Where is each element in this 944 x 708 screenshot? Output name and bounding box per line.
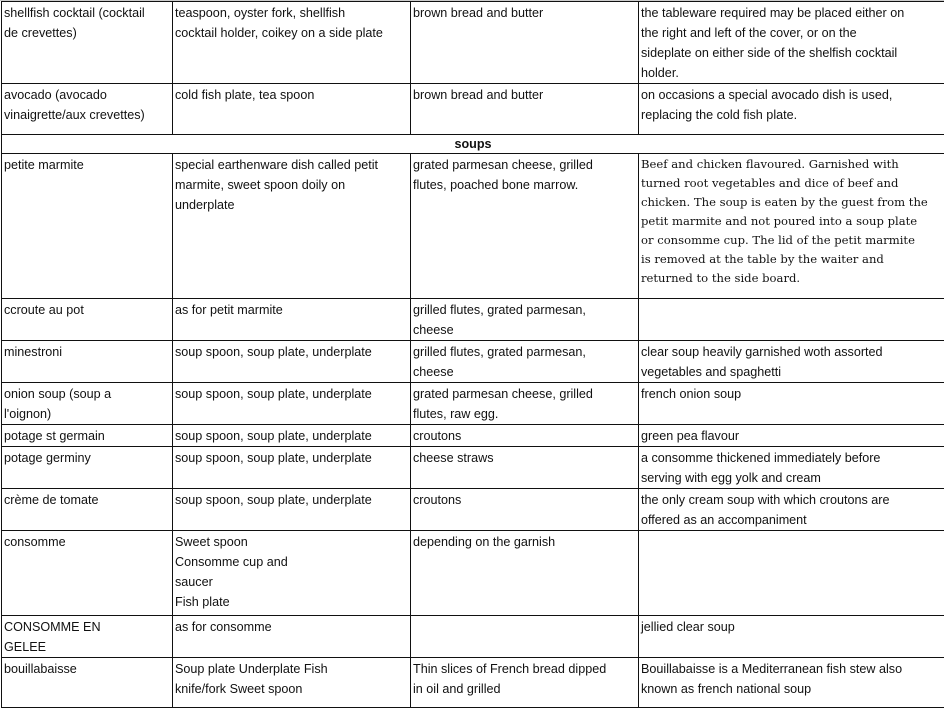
cell-cover-tableware: Soup plate Underplate Fish knife/fork Sweet spoon (173, 658, 411, 708)
cell-cover-tableware: soup spoon, soup plate, underplate (173, 447, 411, 489)
cell-cover-tableware: as for consomme (173, 616, 411, 658)
cell-dish-name: avocado (avocado vinaigrette/aux crevettes) (2, 84, 173, 135)
cell-notes: a consomme thickened immediately before serving with egg yolk and cream (639, 447, 944, 489)
cell-accompaniments: cheese straws (411, 447, 639, 489)
cell-dish-name: potage germiny (2, 447, 173, 489)
cell-notes: Beef and chicken flavoured. Garnished with turned root vegetables and dice of beef and chicken. The soup is eaten by the guest from the petit marmite and not poured into a soup plate or consomme cup. The lid of the petit marmite is removed at the table by the waiter and returned to the side board. (639, 154, 944, 299)
cell-dish-name: CONSOMME EN GELEE (2, 616, 173, 658)
table-row (2, 425, 944, 447)
cell-dish-name: crème de tomate (2, 489, 173, 531)
cell-notes: on occasions a special avocado dish is used, replacing the cold fish plate. (639, 84, 944, 135)
table-row (2, 531, 944, 616)
cell-dish-name: shellfish cocktail (cocktail de crevettes) (2, 2, 173, 84)
cell-notes: the tableware required may be placed either on the right and left of the cover, or on the sideplate on either side of the shelfish cocktail holder. (639, 2, 944, 84)
table-row (2, 341, 944, 383)
table-row (2, 447, 944, 489)
cell-cover-tableware: as for petit marmite (173, 299, 411, 341)
cell-accompaniments: croutons (411, 489, 639, 531)
table-row (2, 383, 944, 425)
cell-notes (639, 531, 944, 616)
cell-accompaniments: grilled flutes, grated parmesan, cheese (411, 341, 639, 383)
cell-accompaniments: brown bread and butter (411, 84, 639, 135)
cell-cover-tableware: cold fish plate, tea spoon (173, 84, 411, 135)
cell-accompaniments: grated parmesan cheese, grilled flutes, raw egg. (411, 383, 639, 425)
cell-cover-tableware: special earthenware dish called petit marmite, sweet spoon doily on underplate (173, 154, 411, 299)
section-header-row (2, 135, 944, 154)
cell-cover-tableware: soup spoon, soup plate, underplate (173, 341, 411, 383)
cell-notes: Bouillabaisse is a Mediterranean fish stew also known as french national soup (639, 658, 944, 708)
cell-notes: french onion soup (639, 383, 944, 425)
cell-notes: jellied clear soup (639, 616, 944, 658)
cell-cover-tableware: soup spoon, soup plate, underplate (173, 383, 411, 425)
table-row (2, 154, 944, 299)
table-row (2, 84, 944, 135)
table-row (2, 616, 944, 658)
cell-dish-name: potage st germain (2, 425, 173, 447)
cell-notes: the only cream soup with which croutons are offered as an accompaniment (639, 489, 944, 531)
cell-dish-name: onion soup (soup a l'oignon) (2, 383, 173, 425)
cell-dish-name: ccroute au pot (2, 299, 173, 341)
cell-cover-tableware: teaspoon, oyster fork, shellfish cocktail holder, coikey on a side plate (173, 2, 411, 84)
menu-service-table (1, 1, 944, 708)
table-row (2, 2, 944, 84)
cell-accompaniments: grilled flutes, grated parmesan, cheese (411, 299, 639, 341)
cell-notes (639, 299, 944, 341)
section-title: soups (2, 135, 944, 154)
cell-dish-name: petite marmite (2, 154, 173, 299)
cell-dish-name: minestroni (2, 341, 173, 383)
cell-accompaniments: croutons (411, 425, 639, 447)
table-row (2, 299, 944, 341)
table-row (2, 658, 944, 708)
cell-cover-tableware: soup spoon, soup plate, underplate (173, 425, 411, 447)
cell-accompaniments: Thin slices of French bread dipped in oil and grilled (411, 658, 639, 708)
cell-accompaniments: grated parmesan cheese, grilled flutes, poached bone marrow. (411, 154, 639, 299)
cell-cover-tableware: Sweet spoon Consomme cup and saucer Fish plate (173, 531, 411, 616)
cell-dish-name: consomme (2, 531, 173, 616)
cell-accompaniments: brown bread and butter (411, 2, 639, 84)
cell-accompaniments (411, 616, 639, 658)
cell-notes: green pea flavour (639, 425, 944, 447)
cell-accompaniments: depending on the garnish (411, 531, 639, 616)
cell-dish-name: bouillabaisse (2, 658, 173, 708)
cell-cover-tableware: soup spoon, soup plate, underplate (173, 489, 411, 531)
cell-notes: clear soup heavily garnished woth assorted vegetables and spaghetti (639, 341, 944, 383)
table-row (2, 489, 944, 531)
